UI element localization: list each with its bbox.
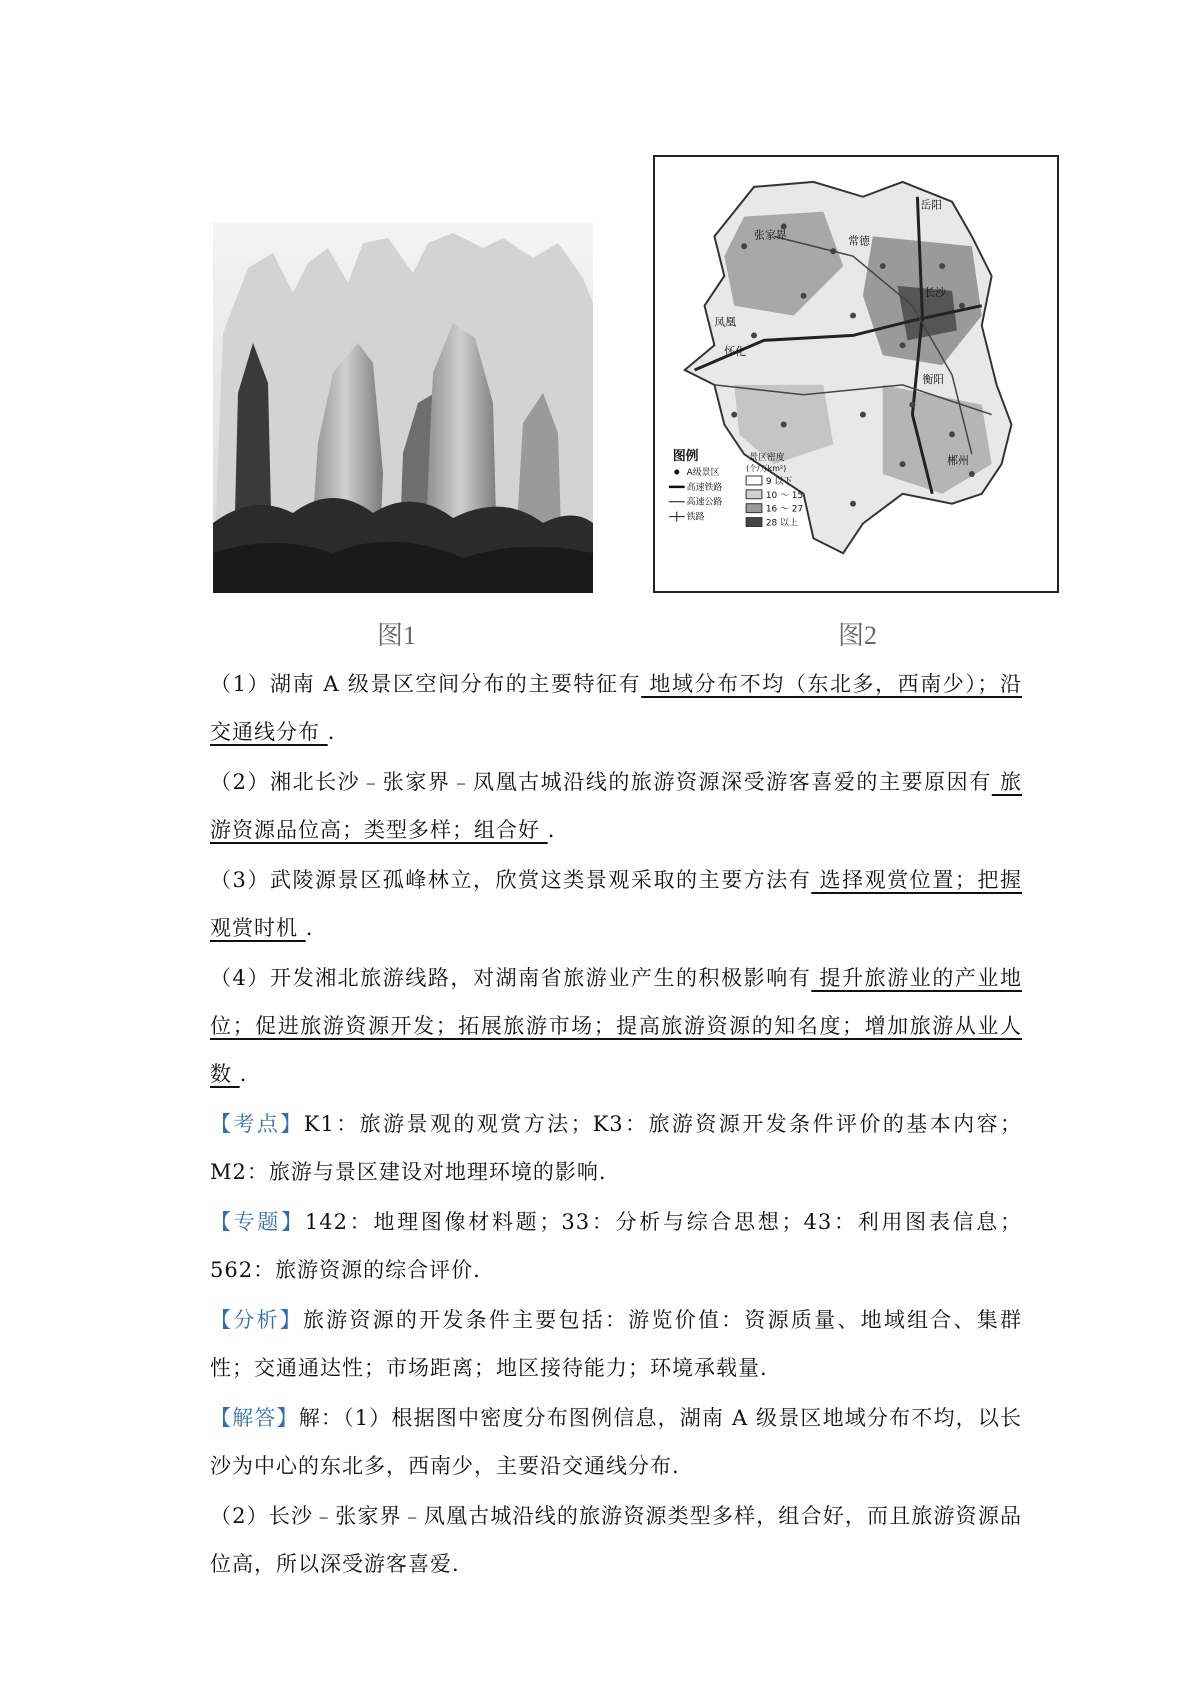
svg-text:10 ～ 15: 10 ～ 15: [765, 490, 804, 501]
svg-text:28 以上: 28 以上: [765, 518, 798, 529]
map-city-label: 张家界: [754, 228, 787, 242]
map-city-label: 岳阳: [920, 198, 943, 212]
svg-text:铁路: 铁路: [686, 512, 705, 523]
note-kaodian: 【考点】K1：旅游景观的观赏方法；K3：旅游资源开发条件评价的基本内容；M2：旅游与景区建设对地理环境的影响.: [210, 1112, 1023, 1184]
question-4: （4）开发湘北旅游线路，对湖南省旅游业产生的积极影响有 提升旅游业的产业地位；促进旅游资源开发；拓展旅游市场；提高旅游资源的知名度；增加旅游从业人数 .: [210, 966, 1022, 1086]
svg-text:高速铁路: 高速铁路: [686, 482, 723, 493]
svg-text:9 以下: 9 以下: [765, 476, 793, 487]
svg-text:16 ～ 27: 16 ～ 27: [765, 504, 804, 515]
note-fenxi: 【分析】旅游资源的开发条件主要包括：游览价值：资源质量、地域组合、集群性；交通通达性；市场距离；地区接待能力；环境承载量.: [210, 1308, 1023, 1380]
answer-3: 选择观赏位置；把握观赏时机: [210, 868, 1022, 940]
figure-row: [213, 155, 1053, 650]
question-1: （1）湖南 A 级景区空间分布的主要特征有 地域分布不均（东北多，西南少）；沿交通线分布 .: [210, 672, 1022, 744]
map-city-label: 常德: [848, 234, 870, 248]
svg-text:高速公路: 高速公路: [686, 497, 723, 508]
note-tag: 【考点】: [210, 1112, 304, 1136]
answer-explanation-2: （2）长沙﹣张家界﹣凤凰古城沿线的旅游资源类型多样，组合好，而且旅游资源品位高，所以深受游客喜爱.: [210, 1504, 1022, 1576]
map-city-label: 郴州: [947, 454, 969, 468]
svg-text:景区密度: 景区密度: [749, 453, 785, 464]
document-body: [210, 660, 1022, 1588]
landscape-photo: [213, 223, 593, 593]
answer-2: 旅游资源品位高；类型多样；组合好: [210, 770, 1022, 842]
note-tag: 【专题】: [210, 1210, 305, 1234]
map-city-label: 衡阳: [922, 372, 945, 386]
figure-1-caption: 图1: [377, 621, 417, 650]
answer-4: 提升旅游业的产业地位；促进旅游资源开发；拓展旅游市场；提高旅游资源的知名度；增加旅游从业人数: [210, 966, 1022, 1086]
note-tag: 【分析】: [210, 1308, 303, 1332]
svg-text:图例: 图例: [672, 449, 699, 465]
map-city-label: 怀化: [724, 345, 747, 359]
note-tag: 【解答】: [210, 1406, 299, 1430]
question-3: （3）武陵源景区孤峰林立，欣赏这类景观采取的主要方法有 选择观赏位置；把握观赏时机 .: [210, 868, 1022, 940]
note-jieda: 【解答】解：（1）根据图中密度分布图例信息，湖南 A 级景区地域分布不均，以长沙为中心的东北多，西南少，主要沿交通线分布.: [210, 1406, 1023, 1478]
hunan-map: [653, 155, 1059, 593]
note-zhuanti: 【专题】142：地理图像材料题；33：分析与综合思想；43：利用图表信息；562：旅游资源的综合评价.: [210, 1210, 1023, 1282]
map-legend: [669, 448, 803, 528]
svg-text:(个/万km²): (个/万km²): [746, 464, 787, 474]
map-city-label: 凤凰: [714, 315, 737, 329]
figure-2-caption: 图2: [838, 621, 878, 650]
question-2: （2）湘北长沙﹣张家界﹣凤凰古城沿线的旅游资源深受游客喜爱的主要原因有 旅游资源品位高；类型多样；组合好 .: [210, 770, 1022, 842]
answer-1: 地域分布不均（东北多，西南少）；沿交通线分布: [210, 672, 1022, 744]
svg-text:A级景区: A级景区: [686, 467, 720, 478]
map-city-label: 长沙: [924, 285, 947, 299]
